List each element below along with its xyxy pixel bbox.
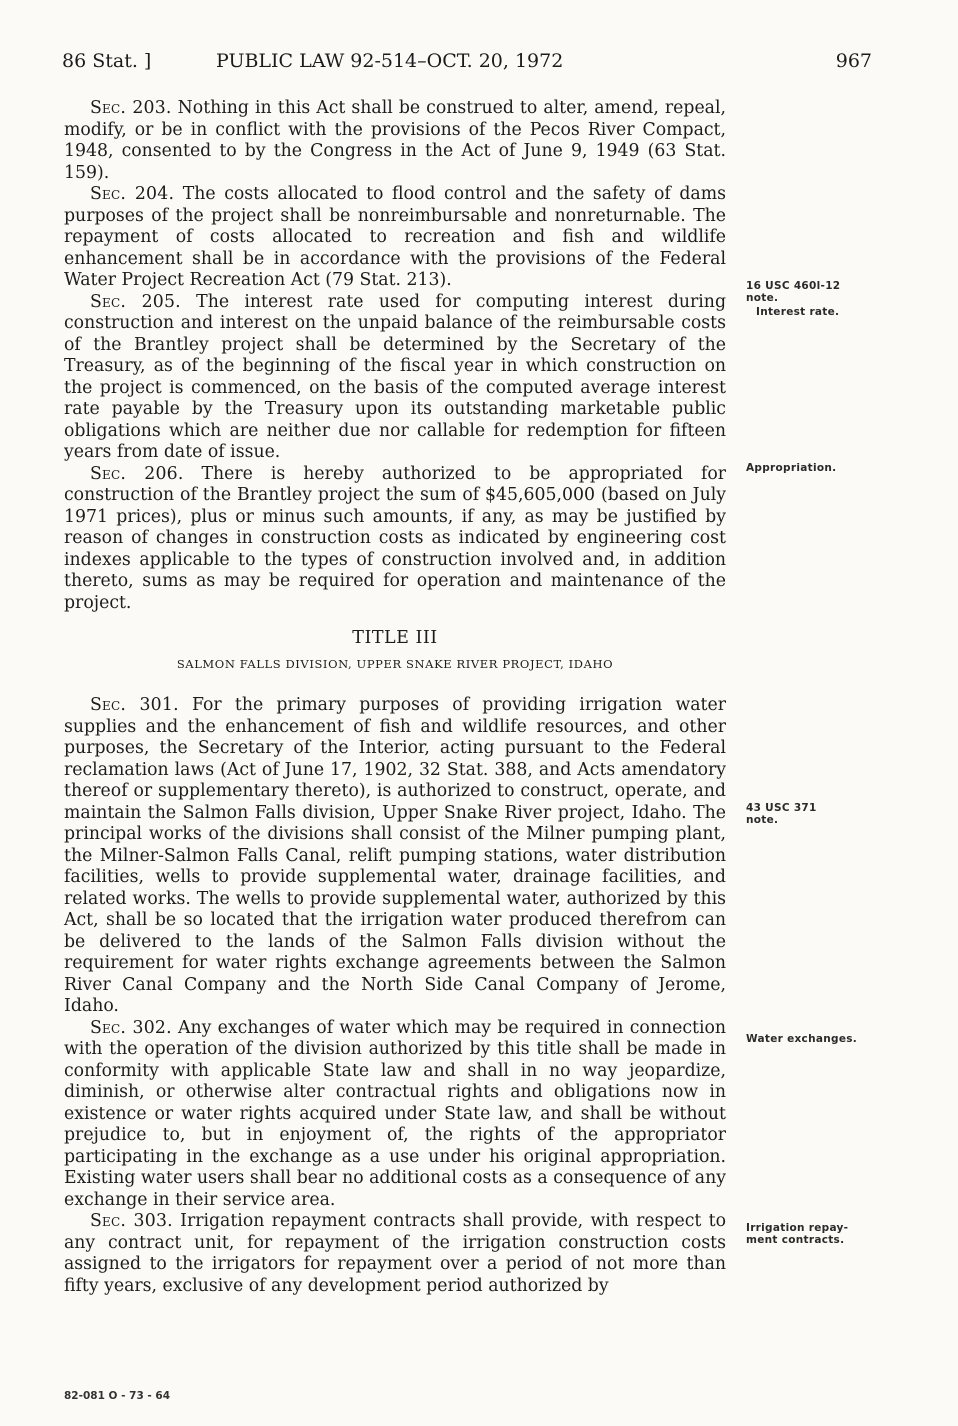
section-label: Sec. 302.: [90, 1017, 172, 1038]
section-text: Nothing in this Act shall be construed to alter, amend, repeal, modify, or be in conflict with the provisions of the Pecos River Compact, 1948, consented to by the Congress in the Act of June 9, 1949 (63 Stat. 159).: [64, 98, 726, 183]
margin-note-irrigation-contracts: [746, 1222, 848, 1246]
page-header: [62, 50, 872, 80]
stat-reference: 86 Stat. ]: [62, 50, 152, 72]
section-label: Sec. 203.: [90, 98, 172, 118]
title-heading: TITLE III: [352, 628, 438, 648]
margin-note-16-usc: [746, 280, 840, 304]
margin-note-line: 16 USC 460l-12: [746, 280, 841, 292]
margin-note-line: note.: [746, 292, 779, 304]
page-number: 967: [835, 50, 872, 72]
margin-note-water-exchanges: Water exchanges.: [746, 1033, 858, 1045]
section-206: [64, 464, 726, 615]
section-203: [64, 98, 726, 184]
section-302: [64, 1018, 726, 1212]
section-text: Any exchanges of water which may be required in connection with the operation of the division authorized by this title shall be made in conformity with applicable State law and shall in no way jeopardize, diminish, or otherwise alter contractual rights and obligations now in existence or water rights acquired under State law, and shall be without prejudice to, but in enjoyment of, the rights of the appropriator participating in the exchange as a use under his original appropriation. Existing water users shall bear no additional costs as a consequence of any exchange in their service area.: [64, 1017, 727, 1210]
section-text: There is hereby authorized to be appropriated for construction of the Brantley project the sum of $45,605,000 (based on July 1971 prices), plus or minus such amounts, if any, as may be justified by reason of changes in construction costs as indicated by engineering cost indexes applicable to the types of construction involved and, in addition thereto, sums as may be required for operation and maintenance of the project.: [64, 463, 727, 613]
section-text: For the primary purposes of providing irrigation water supplies and the enhancement of fish and wildlife resources, and other purposes, the Secretary of the Interior, acting pursuant to the Federal reclamation laws (Act of June 17, 1902, 32 Stat. 388, and Acts amendatory thereof or supplementary thereto), is authorized to construct, operate, and maintain the Salmon Falls division, Upper Snake River project, Idaho. The principal works of the divisions shall consist of the Milner pumping plant, the Milner-Salmon Falls Canal, relift pumping stations, water distribution facilities, wells to provide supplemental water, drainage facilities, and related works. The wells to provide supplemental water, authorized by this Act, shall be so located that the irrigation water produced therefrom can be delivered to the lands of the Salmon Falls division without the requirement for water rights exchange agreements between the Salmon River Canal Company and the North Side Canal Company of Jerome, Idaho.: [64, 695, 726, 1016]
margin-note-interest-rate: Interest rate.: [756, 306, 840, 318]
margin-note-line: ment contracts.: [746, 1234, 845, 1246]
section-204: [64, 184, 726, 292]
margin-note-line: note.: [746, 814, 779, 826]
title-subheading: SALMON FALLS DIVISION, UPPER SNAKE RIVER PROJECT, IDAHO: [176, 656, 614, 671]
section-label: Sec. 206.: [90, 463, 184, 484]
section-text: The interest rate used for computing interest during construction and interest on the unpaid balance of the reimbursable costs of the Brantley project shall be determined by the Secretary of the Treasury, as of the beginning of the fiscal year in which construction on the project is commenced, on the basis of the computed average interest rate payable by the Treasury upon its outstanding marketable public obligations which are neither due nor callable for redemption for fifteen years from date of issue.: [64, 291, 727, 462]
section-303: [64, 1211, 726, 1297]
section-label: Sec. 303.: [90, 1211, 173, 1231]
section-text: The costs allocated to flood control and the safety of dams purposes of the project shall be nonreimbursable and nonreturnable. The repayment of costs allocated to recreation and fish and wildlife enhancement shall be in accordance with the provisions of the Federal Water Project Recreation Act (79 Stat. 213).: [64, 184, 726, 290]
section-301: [64, 695, 726, 1018]
margin-note-43-usc: [746, 802, 817, 826]
margin-note-line: Irrigation repay-: [746, 1222, 849, 1234]
margin-note-line: 43 USC 371: [746, 802, 817, 814]
section-text: Irrigation repayment contracts shall provide, with respect to any contract unit, for repayment of the irrigation construction costs assigned to the irrigators for repayment over a period of not more than fifty years, exclusive of any development period authorized by: [64, 1211, 727, 1296]
section-205: [64, 292, 726, 464]
margin-note-appropriation: Appropriation.: [746, 462, 837, 474]
section-label: Sec. 301.: [90, 695, 179, 715]
section-label: Sec. 205.: [90, 291, 181, 312]
running-title: PUBLIC LAW 92-514–OCT. 20, 1972: [216, 50, 564, 72]
printer-code: 82-081 O - 73 - 64: [64, 1390, 171, 1402]
body-text: [64, 98, 726, 1297]
section-label: Sec. 204.: [90, 184, 175, 204]
